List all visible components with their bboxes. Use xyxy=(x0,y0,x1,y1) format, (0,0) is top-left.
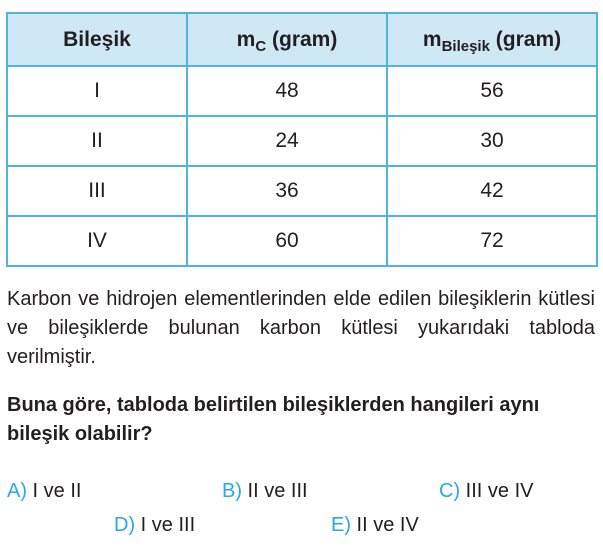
cell-compound-mass: 42 xyxy=(387,166,597,216)
option-b-text: II ve III xyxy=(242,480,308,502)
table-header-row xyxy=(7,13,597,66)
cell-carbon-mass: 60 xyxy=(187,216,387,266)
table-row xyxy=(7,116,597,166)
option-b-letter: B) xyxy=(222,480,242,502)
option-c-text: III ve IV xyxy=(460,480,534,502)
question-text: Karbon ve hidrojen elementlerinden elde edilen bileşiklerin kütlesi ve bileşiklerde bulunan karbon kütlesi yukarıdaki tabloda verilmiştir. xyxy=(7,288,595,368)
question-prompt: Buna göre, tabloda belirtilen bileşiklerden hangileri aynı bileşik olabilir? xyxy=(7,394,540,445)
cell-carbon-mass: 48 xyxy=(187,66,387,116)
table-row xyxy=(7,216,597,266)
option-e[interactable] xyxy=(331,513,419,537)
option-d-text: I ve III xyxy=(135,514,196,536)
option-c-letter: C) xyxy=(439,480,461,502)
cell-compound-mass: 72 xyxy=(387,216,597,266)
option-a-text: I ve II xyxy=(27,480,82,502)
table-row xyxy=(7,166,597,216)
cell-compound: I xyxy=(7,66,187,116)
header-compound-mass-subscript: Bileşik xyxy=(441,37,490,55)
compound-mass-table xyxy=(6,12,598,267)
cell-compound-mass: 30 xyxy=(387,116,597,166)
header-compound-mass xyxy=(387,13,597,66)
option-b[interactable] xyxy=(222,479,308,503)
cell-compound: IV xyxy=(7,216,187,266)
cell-compound-mass: 56 xyxy=(387,66,597,116)
header-compound: Bileşik xyxy=(7,13,187,66)
header-carbon-mass-symbol: m xyxy=(236,27,256,51)
option-a[interactable] xyxy=(7,479,81,503)
option-e-letter: E) xyxy=(331,514,351,536)
header-compound-mass-symbol: m xyxy=(422,27,442,51)
option-d[interactable] xyxy=(114,513,195,537)
header-compound-mass-unit: (gram) xyxy=(489,27,562,51)
option-c[interactable] xyxy=(439,479,533,503)
option-e-text: II ve IV xyxy=(351,514,419,536)
option-a-letter: A) xyxy=(7,480,27,502)
cell-carbon-mass: 24 xyxy=(187,116,387,166)
cell-carbon-mass: 36 xyxy=(187,166,387,216)
header-carbon-mass xyxy=(187,13,387,66)
header-carbon-mass-unit: (gram) xyxy=(266,27,338,51)
header-carbon-mass-subscript: C xyxy=(255,37,267,55)
cell-compound: II xyxy=(7,116,187,166)
cell-compound: III xyxy=(7,166,187,216)
option-d-letter: D) xyxy=(114,514,136,536)
table-row xyxy=(7,66,597,116)
